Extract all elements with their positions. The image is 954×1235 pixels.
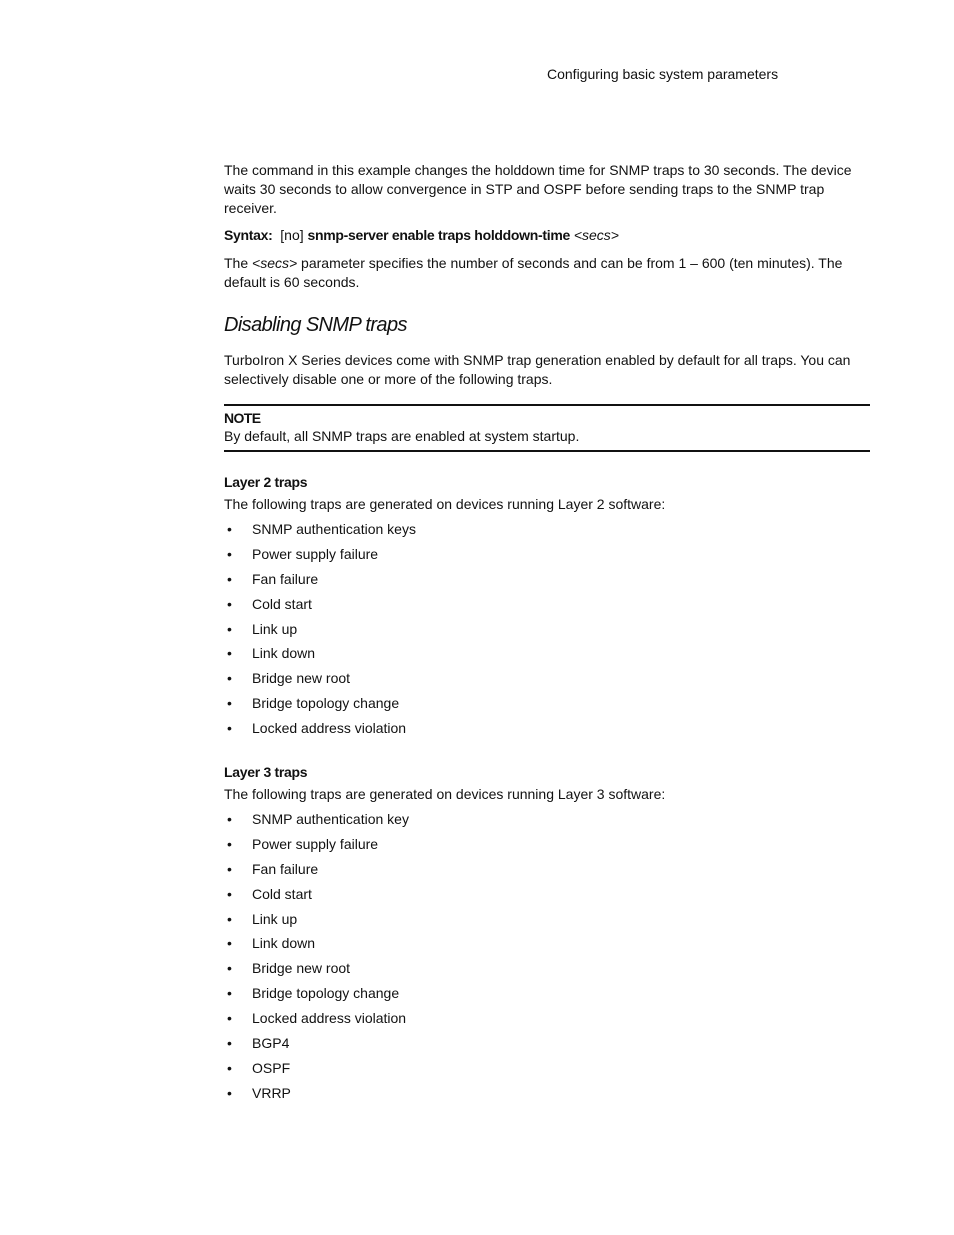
running-header: Configuring basic system parameters bbox=[547, 66, 779, 82]
list-item: • Link up bbox=[224, 620, 870, 645]
syntax-line bbox=[224, 226, 870, 245]
list-item: • BGP4 bbox=[224, 1034, 870, 1059]
param-desc-before: The bbox=[224, 255, 253, 271]
list-item: • Fan failure bbox=[224, 570, 870, 595]
list-item: • Locked address violation bbox=[224, 719, 870, 744]
syntax-param: <secs> bbox=[573, 227, 619, 243]
syntax-label: Syntax: bbox=[224, 227, 273, 243]
list-item: • Bridge new root bbox=[224, 669, 870, 694]
syntax-command: snmp-server enable traps holddown-time bbox=[307, 227, 570, 243]
note-text: By default, all SNMP traps are enabled at system startup. bbox=[224, 428, 580, 444]
page-content bbox=[224, 161, 870, 1128]
list-item: • SNMP authentication keys bbox=[224, 520, 870, 545]
list-item: • Power supply failure bbox=[224, 545, 870, 570]
list-item: • VRRP bbox=[224, 1084, 870, 1109]
syntax-prefix: [no] bbox=[280, 227, 304, 243]
list-item: • Power supply failure bbox=[224, 835, 870, 860]
list-item: • Cold start bbox=[224, 595, 870, 620]
list-item: • Bridge new root bbox=[224, 959, 870, 984]
list-item: • Bridge topology change bbox=[224, 984, 870, 1009]
list-item: • OSPF bbox=[224, 1059, 870, 1084]
param-desc-after: parameter specifies the number of seconds and can be from 1 – 600 (ten minutes). The default is 60 seconds. bbox=[224, 255, 843, 290]
param-desc-param: <secs> bbox=[252, 255, 298, 271]
list-item: • Link down bbox=[224, 934, 870, 959]
list-item: • Locked address violation bbox=[224, 1009, 870, 1034]
note-box bbox=[224, 404, 870, 452]
list-item: • Link up bbox=[224, 910, 870, 935]
list-item: • Cold start bbox=[224, 885, 870, 910]
layer3-trap-list bbox=[224, 810, 870, 1109]
intro-paragraph: The command in this example changes the holddown time for SNMP traps to 30 seconds. The device waits 30 seconds to allow convergence in STP and OSPF before sending traps to the SNMP trap receiver. bbox=[224, 162, 852, 216]
list-item: • Link down bbox=[224, 644, 870, 669]
layer2-trap-list bbox=[224, 520, 870, 744]
note-label: NOTE bbox=[224, 410, 261, 426]
layer2-heading: Layer 2 traps bbox=[224, 474, 308, 490]
list-item: • SNMP authentication key bbox=[224, 810, 870, 835]
list-item: • Bridge topology change bbox=[224, 694, 870, 719]
layer3-intro: The following traps are generated on devices running Layer 3 software: bbox=[224, 786, 666, 803]
layer3-heading: Layer 3 traps bbox=[224, 764, 308, 781]
layer2-intro: The following traps are generated on devices running Layer 2 software: bbox=[224, 496, 666, 512]
section-title: Disabling SNMP traps bbox=[224, 314, 407, 336]
section-description: TurboIron X Series devices come with SNMP trap generation enabled by default for all traps. You can selectively disable one or more of the following traps. bbox=[224, 352, 851, 387]
list-item: • Fan failure bbox=[224, 860, 870, 885]
param-description bbox=[224, 254, 870, 292]
